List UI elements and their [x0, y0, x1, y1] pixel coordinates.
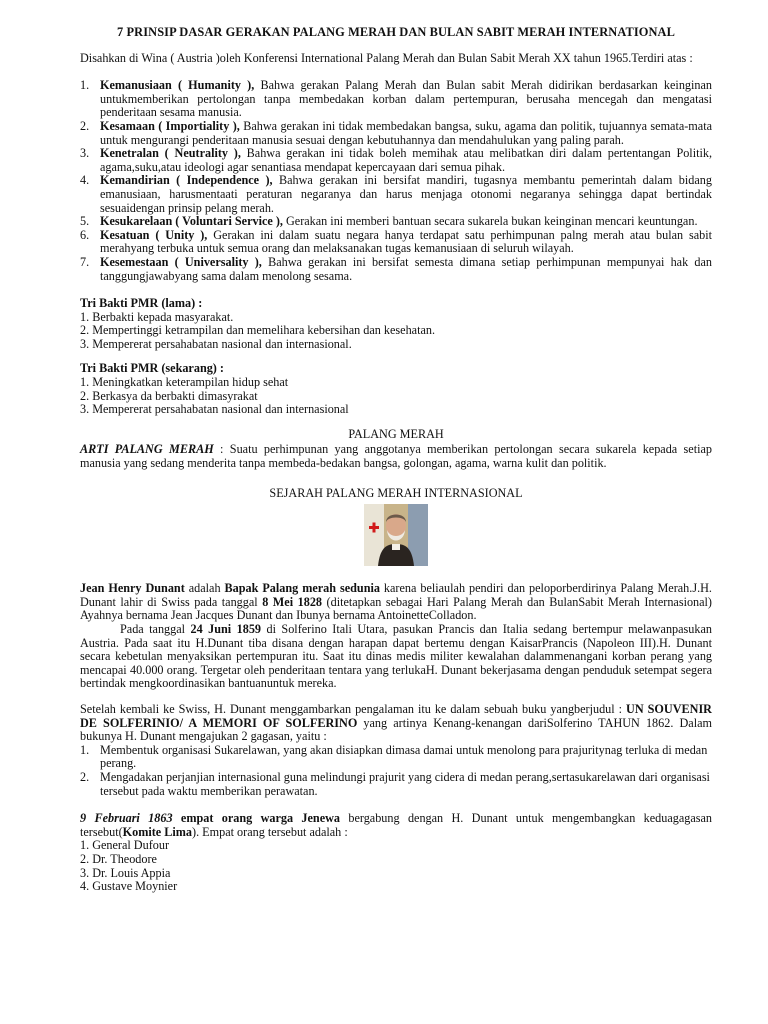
tri-bakti-sekarang-heading: Tri Bakti PMR (sekarang) : — [80, 361, 224, 376]
list-item: 3. Mempererat persahabatan nasional dan internasional. — [80, 336, 352, 351]
palang-merah-heading: PALANG MERAH — [348, 426, 444, 441]
list-item: 1. Meningkatkan keterampilan hidup sehat — [80, 375, 289, 390]
principle-item: 3. Kenetralan ( Neutrality ), Bahwa gerakan ini tidak boleh memihak atau melibatkan diri dalam pertentangan Politik, agama,suku,atau ideologi agar senantiasa mendapat kepercayaan dari semua pihak. — [80, 146, 712, 174]
book-paragraph: Setelah kembali ke Swiss, H. Dunant menggambarkan pengalaman itu ke dalam sebuah buku yangberjudul : UN SOUVENIR DE SOLFERINIO/ A MEMORI OF SOLFERINO yang artinya Kenang-kenangan dariSolferino TAHUN 1862. Dalam bukunya H. Dunant mengajukan 2 gagasan, yaitu : — [80, 701, 712, 744]
list-item: 2. Berkasya da berbakti dimasyrakat — [80, 388, 258, 403]
document-title: 7 PRINSIP DASAR GERAKAN PALANG MERAH DAN BULAN SABIT MERAH INTERNATIONAL — [117, 25, 675, 39]
members-list — [80, 839, 712, 893]
list-item: 4. Gustave Moynier — [80, 879, 178, 894]
list-item: 1. General Dufour — [80, 838, 170, 853]
komite-paragraph: 9 Februari 1863 empat orang warga Jenewa bergabung dengan H. Dunant untuk mengembangkan keduagagasan tersebut(Komite Lima). Empat orang tersebut adalah : — [80, 811, 712, 839]
tri-bakti-sekarang-list — [80, 376, 712, 417]
tri-bakti-lama-list — [80, 311, 712, 352]
list-item: 1. Membentuk organisasi Sukarelawan, yang akan disiapkan dimasa damai untuk menolong para prajuritynag terluka di medan perang. — [80, 742, 708, 771]
principles-list — [80, 79, 712, 283]
palang-merah-definition: ARTI PALANG MERAH : Suatu perhimpunan yang anggotanya memberikan pertolongan secara sukarela kepada setiap manusia yang sedang menderita tanpa membeda-bedakan bangsa, golongan, agama, warna kulit dan politik. — [80, 442, 712, 471]
principle-item: 7. Kesemestaan ( Universality ), Bahwa gerakan ini bersifat semesta dimana setiap perhimpunan mempunyai hak dan tanggungjawabyang sama dalam menolong sesama. — [80, 254, 712, 283]
list-item: 2. Mengadakan perjanjian internasional guna melindungi prajurit yang cidera di medan perang,sertasukarelawan dari organisasi tersebut pada waktu memberikan perawatan. — [80, 769, 710, 798]
list-item: 3. Dr. Louis Appia — [80, 865, 171, 880]
list-item: 2. Mempertinggi ketrampilan dan memelihara kebersihan dan kesehatan. — [80, 323, 436, 338]
sejarah-heading: SEJARAH PALANG MERAH INTERNASIONAL — [269, 485, 523, 500]
intro-paragraph: Disahkan di Wina ( Austria )oleh Konferensi International Palang Merah dan Bulan Sabit Merah XX tahun 1965.Terdiri atas : — [80, 50, 693, 65]
principle-item: 1. Kemanusiaan ( Humanity ), Bahwa gerakan Palang Merah dan Bulan sabit Merah didirikan berdasarkan keinginan untukmemberikan pertolongan tanpa membedakan korban dalam pertempuran, berusaha mencegah dan mengatasi penderitaan sesama manusia. — [80, 78, 712, 120]
portrait-container — [80, 504, 712, 566]
henry-dunant-portrait — [364, 504, 428, 566]
principle-item: 6. Kesatuan ( Unity ), Gerakan ini dalam suatu negara hanya terdapat satu perhimpunan palng merah atau bulan sabit merahyang terbuka untuk semua orang dan melaksanakan tugas kemanusiaan di seluruh wilayah. — [80, 227, 712, 256]
principle-item: 5. Kesukarelaan ( Voluntari Service ), Gerakan ini memberi bantuan secara sukarela bukan keinginan mencari keuntungan. — [80, 214, 698, 229]
tri-bakti-lama-heading: Tri Bakti PMR (lama) : — [80, 296, 203, 311]
list-item: 3. Mempererat persahabatan nasional dan internasional — [80, 402, 349, 417]
principle-item: 4. Kemandirian ( Independence ), Bahwa gerakan ini bersifat mandiri, tugasnya membantu pemerintah dalam bidang emanusiaan, harusmentaati peraturan negaranya dan harus menjaga otonomi negaranya sehingga dapat bertindak sesuaidengan prinsip pelang merah. — [80, 173, 712, 215]
ideas-list — [80, 744, 712, 798]
dunant-paragraph: Jean Henry Dunant adalah Bapak Palang merah sedunia karena beliaulah pendiri dan peloporberdirinya Palang Merah.J.H. Dunant lahir di Swiss pada tanggal 8 Mei 1828 (ditetapkan sebagai Hari Palang Merah dan BulanSabit Merah Internasional) Ayahnya bernama Jean Jacques Dunant dan Ibunya bernama AntoinetteColladon. — [80, 581, 712, 623]
list-item: 1. Berbakti kepada masyarakat. — [80, 309, 234, 324]
principle-item: 2. Kesamaan ( Importiality ), Bahwa gerakan ini tidak membedakan bangsa, suku, agama dan politik, tujuannya semata-mata untuk mengurangi penderitaan manusia sesuai dengan kebutuhannya dan mendahulukan yang paling parah. — [80, 118, 712, 147]
list-item: 2. Dr. Theodore — [80, 851, 157, 866]
solferino-paragraph: Pada tanggal 24 Juni 1859 di Solferino Itali Utara, pasukan Prancis dan Italia sedang bertempur melawanpasukan Austria. Pada saat itu H.Dunant tiba disana dengan harapan dapat bertemu dengan KaisarPrancis (Napoleon III).H. Dunant secara kebetulan menyaksikan pertempuran itu. Saat itu dinas medis militer kewalahan dalammenangani korban perang yang mencapai 40.000 orang. Tergetar oleh penderitaan tentara yang terlukaH. Dunant bekerjasama dengan penduduk setempat segera bertindak mengkoordinasikan bantuanuntuk mereka. — [80, 622, 712, 691]
